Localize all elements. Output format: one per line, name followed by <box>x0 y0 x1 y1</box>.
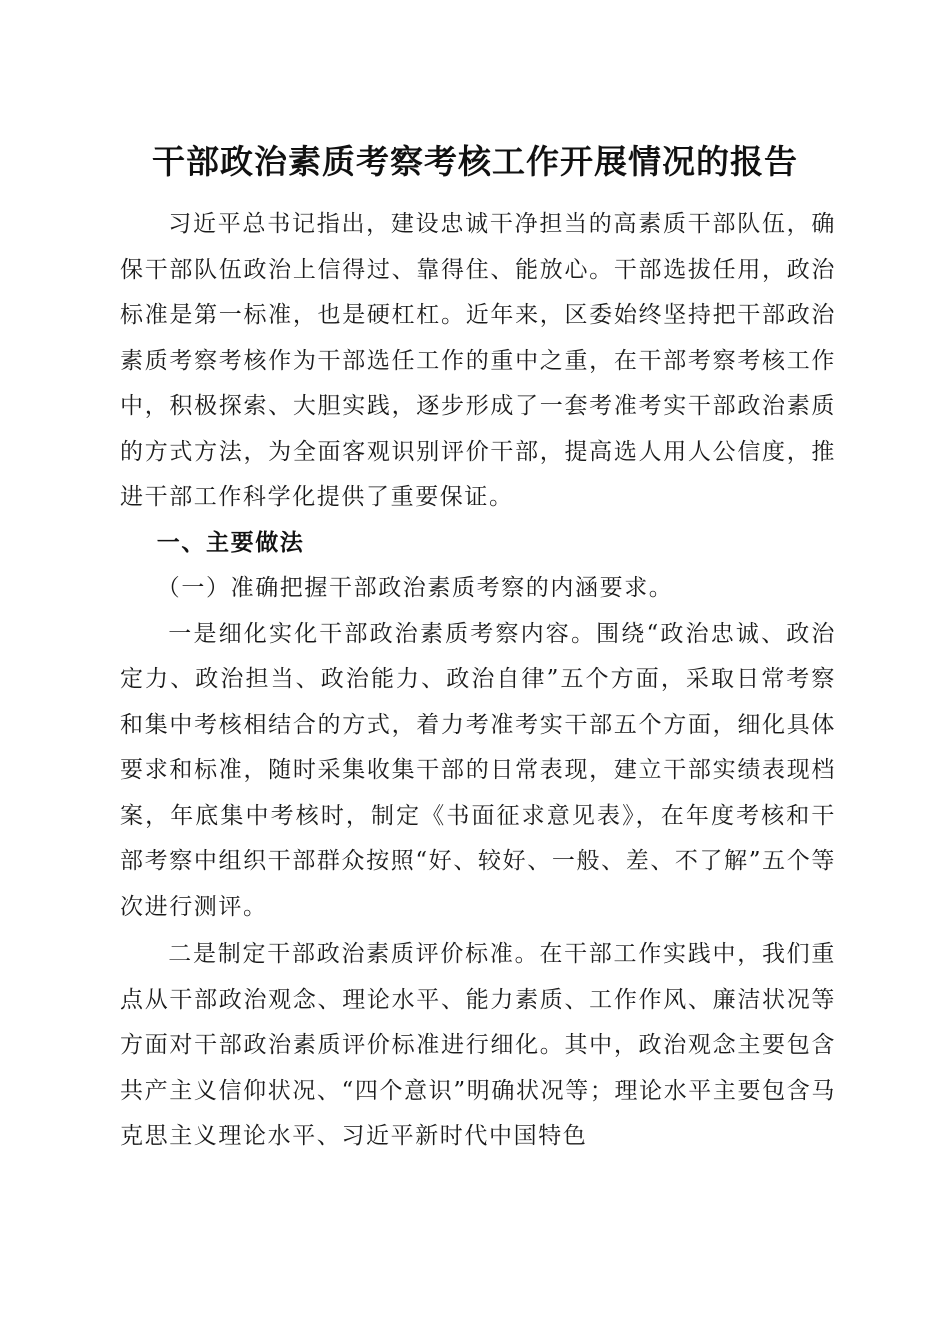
point-2-paragraph <box>120 932 836 1160</box>
subsection-heading-1: （一）准确把握干部政治素质考察的内涵要求。 <box>156 575 674 601</box>
point-1-body: 围绕“政治忠诚、政治定力、政治担当、政治能力、政治自律”五个方面，采取日常考察和集中考核相结合的方式，着力考准考实干部五个方面，细化具体要求和标准，随时采集收集干部的日常表现，建立干部实绩表现档案，年底集中考核时，制定《书面征求意见表》，在年度考核和干部考察中组织干部群众按照“好、较好、一般、差、不了解”五个等次进行测评。 <box>120 620 836 920</box>
point-1-paragraph <box>120 612 836 931</box>
point-2-lead: 二是制定干部政治素质评价标准。 <box>168 941 540 967</box>
document-body <box>120 202 836 1160</box>
point-2-body: 在干部工作实践中，我们重点从干部政治观念、理论水平、能力素质、工作作风、廉洁状况等方面对干部政治素质评价标准进行细化。其中，政治观念主要包含共产主义信仰状况、“四个意识”明确状况等；理论水平主要包含马克思主义理论水平、习近平新时代中国特色 <box>120 941 837 1149</box>
section-heading-main-practices: 一、主要做法 <box>156 529 305 556</box>
document-title: 干部政治素质考察考核工作开展情况的报告 <box>152 142 798 181</box>
intro-paragraph: 习近平总书记指出，建设忠诚干净担当的高素质干部队伍，确保干部队伍政治上信得过、靠得住、能放心。干部选拔任用，政治标准是第一标准，也是硬杠杠。近年来，区委始终坚持把干部政治素质考察考核作为干部选任工作的重中之重，在干部考察考核工作中，积极探索、大胆实践，逐步形成了一套考准考实干部政治素质的方式方法，为全面客观识别评价干部，提高选人用人公信度，推进干部工作科学化提供了重要保证。 <box>120 211 836 510</box>
point-1-lead: 一是细化实化干部政治素质考察内容。 <box>168 620 597 647</box>
